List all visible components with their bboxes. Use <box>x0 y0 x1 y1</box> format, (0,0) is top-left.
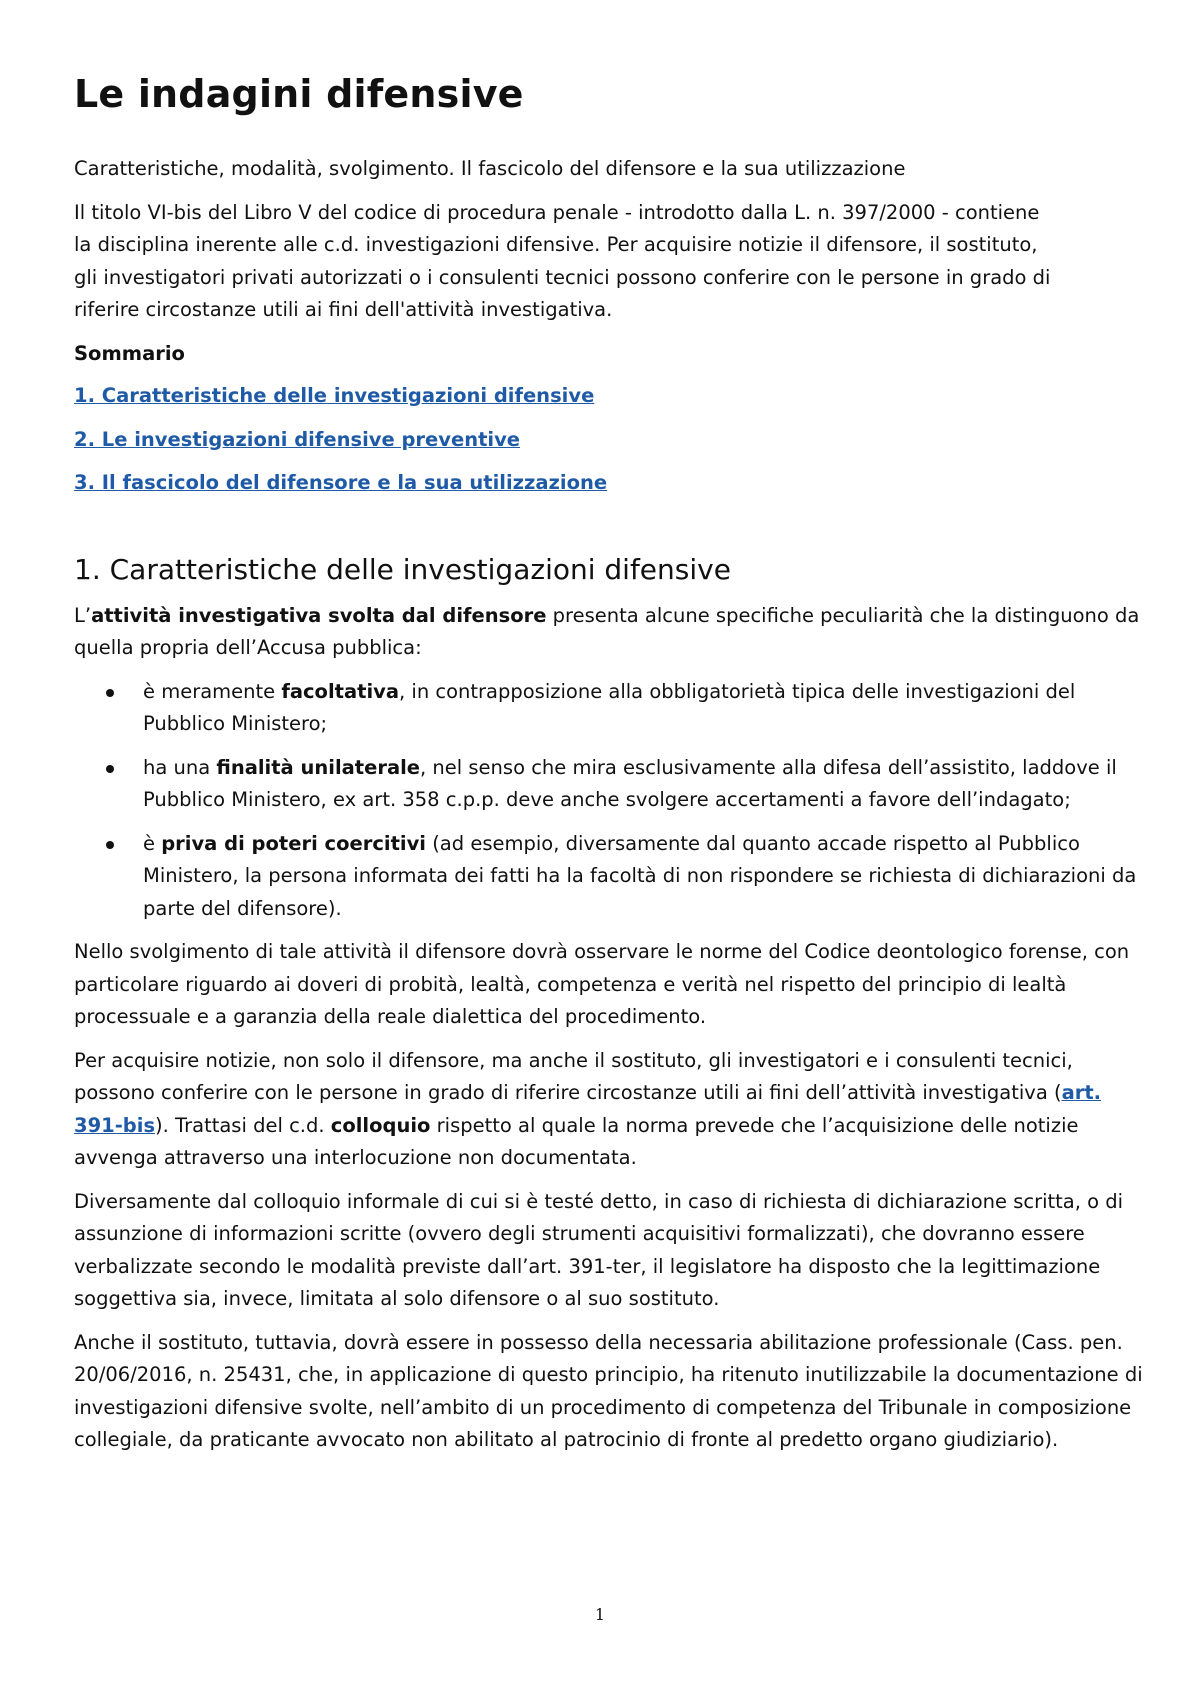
intro-line: riferire circostanze utili ai fini dell'attività investigativa. <box>74 298 613 321</box>
toc-link-3[interactable]: 3. Il fascicolo del difensore e la sua utilizzazione <box>74 471 608 494</box>
bold-text: attività investigativa svolta dal difensore <box>91 603 547 627</box>
bold-text: finalità unilaterale <box>216 755 421 779</box>
paragraph-text: presenta alcune specifiche peculiarità che la distinguono da quella propria dell’Accusa pubblica: <box>74 603 1140 659</box>
toc-link-2[interactable]: 2. Le investigazioni difensive preventive <box>74 427 521 451</box>
paragraph-text: Per acquisire notizie, non solo il difensore, ma anche il sostituto, gli investigatori e i consulenti tecnici, possono conferire con le persone in grado di riferire circostanze utili ai fini dell’attività investigativa ( <box>74 1048 1073 1104</box>
bold-text: priva di poteri coercitivi <box>161 831 426 855</box>
bullet-item <box>143 752 1154 817</box>
page-number: 1 <box>594 1605 606 1624</box>
section-paragraph: Anche il sostituto, tuttavia, dovrà essere in possesso della necessaria abilitazione professionale (Cass. pen. 20/06/2016, n. 25431, che, in applicazione di questo principio, ha ritenuto inutilizzabile la documentazione di investigazioni difensive svolte, nell’ambito di un procedimento di competenza del Tribunale in composizione collegiale, da praticante avvocato non abilitato al patrocinio di fronte al predetto organo giudiziario). <box>74 1330 1143 1451</box>
toc-link-1[interactable]: 1. Caratteristiche delle investigazioni difensive <box>74 384 595 407</box>
section-paragraph: Diversamente dal colloquio informale di cui si è testé detto, in caso di richiesta di dichiarazione scritta, o di assunzione di informazioni scritte (ovvero degli strumenti acquisitivi formalizzati), che dovranno essere verbalizzate secondo le modalità previste dall’art. 391-ter, il legislatore ha disposto che la legittimazione soggettiva sia, invece, limitata al solo difensore o al suo sostituto. <box>74 1189 1124 1310</box>
bold-text: facoltativa <box>281 679 399 703</box>
toc-item <box>74 424 1154 457</box>
bullet-text: ha una <box>143 755 217 779</box>
section-paragraph: Nello svolgimento di tale attività il difensore dovrà osservare le norme del Codice deontologico forense, con particolare riguardo ai doveri di probità, lealtà, competenza e verità nel rispetto del principio di lealtà processuale e a garanzia della reale dialettica del procedimento. <box>74 940 1130 1028</box>
section-paragraph <box>74 600 1154 665</box>
bullet-text: , nel senso che mira esclusivamente alla difesa dell’assistito, laddove il Pubblico Ministero, ex art. 358 c.p.p. deve anche svolgere accertamenti a favore dell’indagato; <box>143 755 1117 811</box>
toc-item <box>74 467 1154 500</box>
intro-line: Il titolo VI-bis del Libro V del codice di procedura penale - introdotto dalla L. n. 397/2000 - contiene <box>74 200 1040 224</box>
paragraph-text: L’ <box>74 603 92 627</box>
bullet-item <box>143 828 1154 926</box>
article-link[interactable]: art. 391-bis <box>74 1081 1102 1137</box>
document-title: Le indagini difensive <box>74 72 524 116</box>
bullet-text: (ad esempio, diversamente dal quanto accade rispetto al Pubblico Ministero, la persona informata dei fatti ha la facoltà di non rispondere se richiesta di dichiarazioni da parte del difensore). <box>143 831 1137 920</box>
subtitle: Caratteristiche, modalità, svolgimento. Il fascicolo del difensore e la sua utilizzazione <box>74 157 906 180</box>
intro-line: gli investigatori privati autorizzati o i consulenti tecnici possono conferire con le persone in grado di <box>74 265 1051 289</box>
toc-heading: Sommario <box>74 341 185 365</box>
bullet-list <box>74 676 1154 926</box>
paragraph-text: rispetto al quale la norma prevede che l’acquisizione delle notizie avvenga attraverso una interlocuzione non documentata. <box>74 1113 1079 1169</box>
document-body <box>74 153 1154 1468</box>
bullet-text: è meramente <box>143 679 282 703</box>
intro-paragraph <box>74 197 1154 327</box>
bullet-item <box>143 676 1154 741</box>
section-paragraph <box>74 1045 1154 1175</box>
bold-text: colloquio <box>330 1113 431 1137</box>
section-heading: 1. Caratteristiche delle investigazioni difensive <box>74 552 731 586</box>
toc-item <box>74 380 1154 413</box>
intro-line: la disciplina inerente alle c.d. investigazioni difensive. Per acquisire notizie il difensore, il sostituto, <box>74 233 1038 256</box>
bullet-text: , in contrapposizione alla obbligatorietà tipica delle investigazioni del Pubblico Ministero; <box>143 679 1076 735</box>
bullet-text: è <box>143 831 162 855</box>
paragraph-text: ). Trattasi del c.d. <box>155 1113 331 1137</box>
